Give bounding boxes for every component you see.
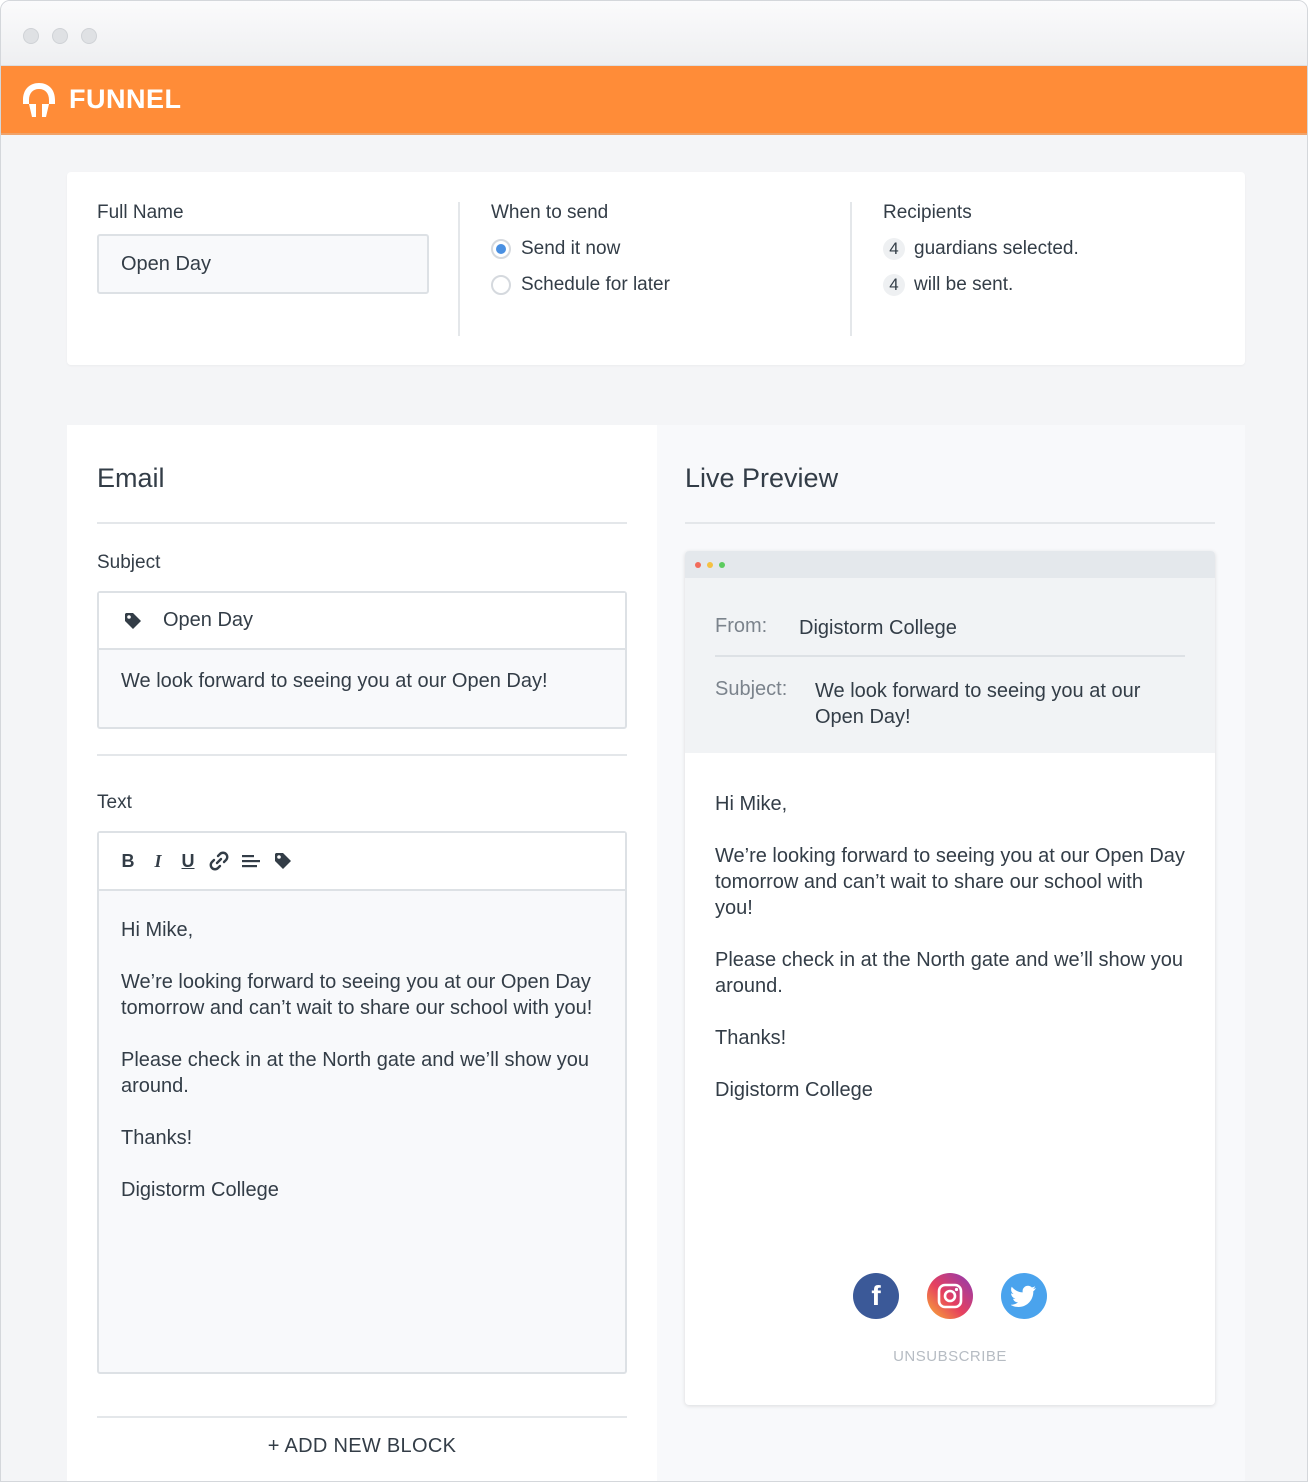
subject-label: Subject bbox=[97, 552, 161, 573]
schedule-later-option[interactable] bbox=[491, 274, 831, 296]
send-now-label: Send it now bbox=[521, 238, 621, 259]
window-minimize-button[interactable] bbox=[52, 28, 68, 44]
body-paragraph: Please check in at the North gate and we’ll show you around. bbox=[121, 1049, 590, 1097]
live-preview-title: Live Preview bbox=[685, 463, 839, 493]
preview-window-bar bbox=[685, 551, 1215, 578]
window-titlebar bbox=[1, 1, 1307, 66]
guardians-selected-row bbox=[883, 238, 1223, 260]
subject-tag-text: Open Day bbox=[163, 609, 254, 631]
app-header bbox=[1, 66, 1307, 135]
preview-from-row bbox=[715, 615, 957, 641]
preview-from-value: Digistorm College bbox=[799, 617, 957, 639]
sent-count-badge: 4 bbox=[883, 274, 905, 296]
send-settings-card bbox=[67, 172, 1245, 365]
body-paragraph: Thanks! bbox=[121, 1127, 193, 1149]
twitter-icon[interactable] bbox=[1001, 1273, 1047, 1319]
send-now-option[interactable] bbox=[491, 238, 831, 260]
preview-paragraph: Thanks! bbox=[715, 1027, 787, 1049]
body-paragraph: We’re looking forward to seeing you at our Open Day tomorrow and can’t wait to share our school with you! bbox=[121, 971, 593, 1019]
subject-input[interactable]: We look forward to seeing you at our Open Day! bbox=[121, 670, 548, 692]
preview-paragraph: Hi Mike, bbox=[715, 793, 788, 815]
preview-from-label: From: bbox=[715, 615, 768, 637]
divider bbox=[97, 754, 627, 756]
schedule-later-label: Schedule for later bbox=[521, 274, 670, 295]
email-body-input[interactable] bbox=[99, 891, 625, 1255]
body-paragraph: Digistorm College bbox=[121, 1179, 279, 1201]
full-name-input[interactable]: Open Day bbox=[97, 234, 429, 294]
link-icon[interactable] bbox=[209, 851, 229, 871]
full-name-label: Full Name bbox=[97, 202, 184, 223]
selected-count-badge: 4 bbox=[883, 238, 905, 260]
tag-icon bbox=[123, 611, 143, 631]
preview-dot bbox=[695, 562, 701, 568]
italic-button[interactable]: I bbox=[154, 850, 162, 871]
email-preview bbox=[685, 551, 1215, 1405]
tag-icon[interactable] bbox=[273, 851, 293, 871]
formatting-toolbar bbox=[99, 833, 625, 891]
sent-count-text: will be sent. bbox=[914, 274, 1014, 295]
preview-dot bbox=[719, 562, 725, 568]
recipients-label: Recipients bbox=[883, 202, 972, 223]
recipients-section bbox=[883, 202, 1223, 336]
brand-name: FUNNEL bbox=[69, 84, 182, 114]
preview-paragraph: Please check in at the North gate and we’ll show you around. bbox=[715, 949, 1184, 997]
preview-body bbox=[685, 753, 1215, 1103]
live-preview-pane bbox=[657, 425, 1245, 1482]
send-now-radio[interactable] bbox=[491, 239, 511, 259]
preview-subject-label: Subject: bbox=[715, 678, 788, 700]
funnel-logo-icon bbox=[19, 80, 59, 120]
schedule-later-radio[interactable] bbox=[491, 275, 511, 295]
preview-paragraph: We’re looking forward to seeing you at our Open Day tomorrow and can’t wait to share our school with you! bbox=[715, 845, 1185, 919]
preview-header bbox=[685, 578, 1215, 753]
preview-paragraph: Digistorm College bbox=[715, 1079, 873, 1101]
text-label: Text bbox=[97, 792, 132, 813]
subject-tag-row[interactable] bbox=[99, 593, 625, 650]
when-to-send-section bbox=[491, 202, 831, 336]
email-editor-pane bbox=[67, 425, 657, 1482]
preview-dot bbox=[707, 562, 713, 568]
subject-field bbox=[97, 591, 627, 729]
unsubscribe-link[interactable]: UNSUBSCRIBE bbox=[893, 1348, 1007, 1365]
add-new-block-button[interactable]: + ADD NEW BLOCK bbox=[267, 1435, 457, 1457]
divider bbox=[97, 522, 627, 524]
full-name-section bbox=[97, 202, 437, 336]
when-to-send-label: When to send bbox=[491, 202, 609, 223]
window-close-button[interactable] bbox=[23, 28, 39, 44]
divider bbox=[685, 522, 1215, 524]
preview-subject-row bbox=[715, 678, 1185, 730]
align-left-icon[interactable] bbox=[241, 851, 261, 871]
preview-subject-value: We look forward to seeing you at our Open Day! bbox=[815, 680, 1141, 728]
bold-button[interactable]: B bbox=[121, 850, 135, 871]
social-links bbox=[685, 1273, 1215, 1319]
divider bbox=[458, 202, 460, 336]
email-title: Email bbox=[97, 463, 165, 493]
underline-button[interactable]: U bbox=[181, 850, 195, 871]
email-editor-card bbox=[67, 425, 1245, 1482]
will-be-sent-row bbox=[883, 274, 1223, 296]
window-maximize-button[interactable] bbox=[81, 28, 97, 44]
body-paragraph: Hi Mike, bbox=[121, 919, 194, 941]
divider bbox=[715, 655, 1185, 657]
divider bbox=[850, 202, 852, 336]
text-editor bbox=[97, 831, 627, 1374]
divider bbox=[97, 1416, 627, 1418]
selected-count-text: guardians selected. bbox=[914, 238, 1079, 259]
facebook-icon[interactable]: f bbox=[853, 1273, 899, 1319]
instagram-icon[interactable] bbox=[927, 1273, 973, 1319]
